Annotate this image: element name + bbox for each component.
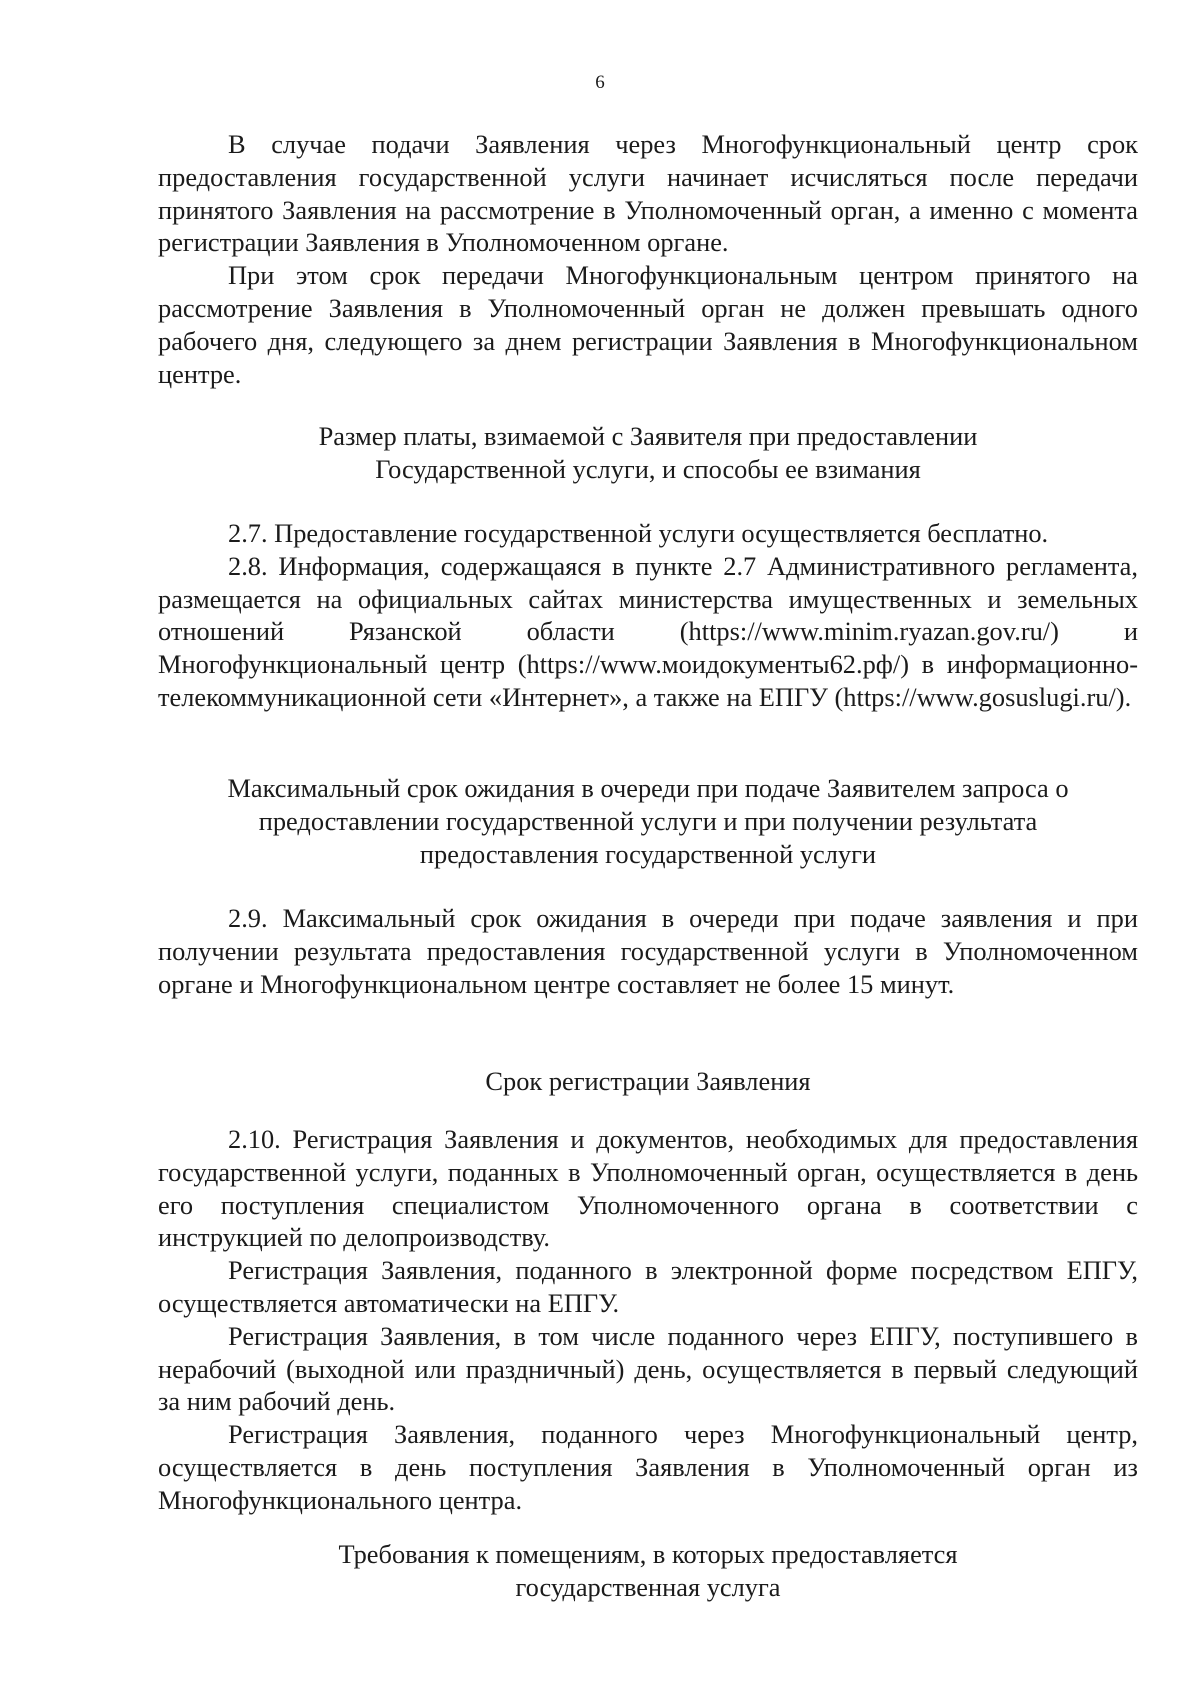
paragraph: Регистрация Заявления, поданного через Многофункциональный центр, осуществляется в день поступления Заявления в Уполномоченный орган из Многофункционального центра. xyxy=(158,1419,1138,1515)
text-block-registration xyxy=(158,1123,1138,1517)
paragraph: 2.8. Информация, содержащаяся в пункте 2.7 Административного регламента, размещается на официальных сайтах министерства имущественных и земельных отношений Рязанской области (https://www.minim.ryazan.gov.ru/) и Многофункциональный центр (https://www.моидокументы62.рф/) в информационно-телекоммуникационной сети «Интернет», а также на ЕПГУ (https://www.gosuslugi.ru/). xyxy=(158,550,1138,712)
heading-line: Срок регистрации Заявления xyxy=(485,1066,811,1096)
paragraph: Регистрация Заявления, в том числе поданного через ЕПГУ, поступившего в нерабочий (выходной или праздничный) день, осуществляется в первый следующий за ним рабочий день. xyxy=(158,1320,1138,1417)
heading-line: Государственной услуги, и способы ее взимания xyxy=(375,453,921,484)
heading-line: Максимальный срок ожидания в очереди при подаче Заявителем запроса о xyxy=(227,773,1069,803)
page-number: 6 xyxy=(595,72,605,93)
heading xyxy=(158,420,1138,486)
heading-line: государственная услуга xyxy=(515,1571,781,1602)
paragraph: 2.9. Максимальный срок ожидания в очереди при подаче заявления и при получении результата предоставления государственной услуги в Уполномоченном органе и Многофункциональном центре составляет не более 15 минут. xyxy=(158,903,1138,999)
heading xyxy=(158,772,1138,870)
section-heading-registration xyxy=(158,1065,1138,1098)
paragraph: 2.7. Предоставление государственной услуги осуществляется бесплатно. xyxy=(228,518,1049,548)
heading xyxy=(158,1065,1138,1098)
text-block-application-term xyxy=(158,128,1138,390)
paragraph: Регистрация Заявления, поданного в электронной форме посредством ЕПГУ, осуществляется автоматически на ЕПГУ. xyxy=(158,1255,1138,1318)
heading xyxy=(158,1538,1138,1604)
heading-line: Требования к помещениям, в которых предоставляется xyxy=(338,1539,958,1569)
paragraph: При этом срок передачи Многофункциональным центром принятого на рассмотрение Заявления в Уполномоченный орган не должен превышать одного рабочего дня, следующего за днем регистрации Заявления в Многофункциональном центре. xyxy=(158,260,1138,389)
text-block-fee xyxy=(158,517,1138,714)
section-heading-fee xyxy=(158,420,1138,486)
heading-line: предоставления государственной услуги xyxy=(419,838,877,869)
heading-line: предоставлении государственной услуги и при получении результата xyxy=(258,805,1038,836)
text-block-queue xyxy=(158,902,1138,1000)
section-heading-premises xyxy=(158,1538,1138,1604)
section-heading-queue xyxy=(158,772,1138,870)
paragraph: 2.10. Регистрация Заявления и документов, необходимых для предоставления государственной услуги, поданных в Уполномоченный орган, осуществляется в день его поступления специалистом Уполномоченного органа в соответствии с инструкцией по делопроизводству. xyxy=(158,1124,1138,1253)
heading-line: Размер платы, взимаемой с Заявителя при предоставлении xyxy=(318,421,978,451)
paragraph: В случае подачи Заявления через Многофункциональный центр срок предоставления государственной услуги начинает исчисляться после передачи принятого Заявления на рассмотрение в Уполномоченный орган, а именно с момента регистрации Заявления в Уполномоченном органе. xyxy=(158,129,1138,258)
